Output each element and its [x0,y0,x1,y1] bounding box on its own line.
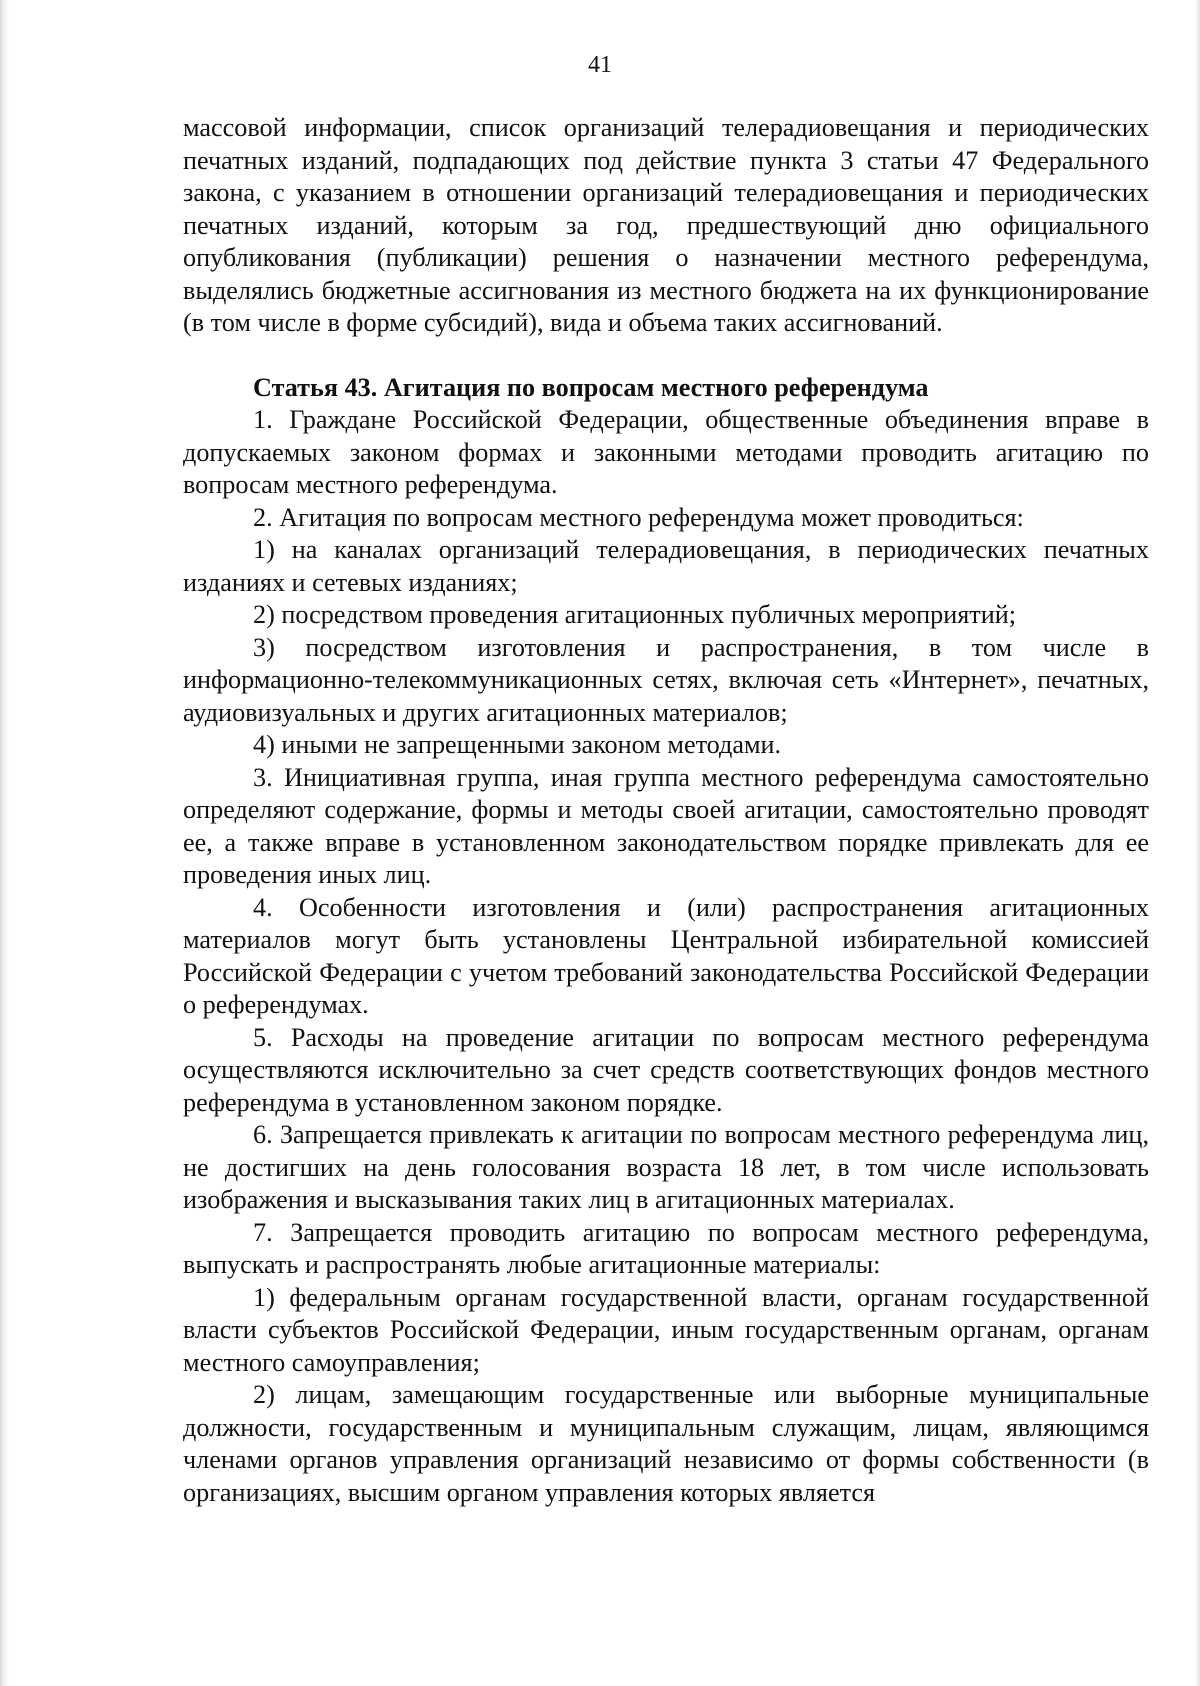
document-body [183,112,1149,1509]
paragraph-2: 2. Агитация по вопросам местного референдума может проводиться: [253,502,1024,532]
paragraph-6: 6. Запрещается привлекать к агитации по вопросам местного референдума лиц, не достигших на день голосования возраста 18 лет, в том числе использовать изображения и высказывания таких лиц в агитационных материалах. [183,1120,1149,1214]
paragraph-1: 1. Граждане Российской Федерации, общественные объединения вправе в допускаемых законом формах и законными методами проводить агитацию по вопросам местного референдума. [183,405,1149,499]
paragraph-7-item-1: 1) федеральным органам государственной власти, органам государственной власти субъектов Российской Федерации, иным государственным органам, органам местного самоуправления; [183,1282,1149,1377]
paragraph-2-item-3: 3) посредством изготовления и распространения, в том числе в информационно-телекоммуникационных сетях, включая сеть «Интернет», печатных, аудиовизуальных и других агитационных материалов; [183,632,1149,727]
scan-edge-right [1194,0,1200,1686]
continuation-paragraph: массовой информации, список организаций телерадиовещания и периодических печатных изданий, подпадающих под действие пункта 3 статьи 47 Федерального закона, с указанием в отношении организаций телерадиовещания и периодических печатных изданий, которым за год, предшествующий дню официального опубликования (публикации) решения о назначении местного референдума, выделялись бюджетные ассигнования из местного бюджета на их функционирование (в том числе в форме субсидий), вида и объема таких ассигнований. [183,113,1149,337]
paragraph-3: 3. Инициативная группа, иная группа местного референдума самостоятельно определяют содержание, формы и методы своей агитации, самостоятельно проводят ее, а также вправе в установленном законодательством порядке привлекать для ее проведения иных лиц. [183,762,1149,889]
paragraph-5: 5. Расходы на проведение агитации по вопросам местного референдума осуществляются исключительно за счет средств соответствующих фондов местного референдума в установленном законом порядке. [183,1022,1149,1117]
paragraph-2-item-1: 1) на каналах организаций телерадиовещания, в периодических печатных изданиях и сетевых изданиях; [183,535,1149,597]
page-number: 41 [588,52,612,78]
paragraph-2-item-4: 4) иными не запрещенными законом методами. [253,730,782,759]
paragraph-7: 7. Запрещается проводить агитацию по вопросам местного референдума, выпускать и распространять любые агитационные материалы: [183,1217,1149,1279]
paragraph-2-item-2: 2) посредством проведения агитационных публичных мероприятий; [253,600,1017,629]
article-title: Статья 43. Агитация по вопросам местного референдума [253,372,929,402]
scan-edge-left [0,0,10,1686]
paragraph-7-item-2: 2) лицам, замещающим государственные или выборные муниципальные должности, государственным и муниципальным служащим, лицам, являющимся членами органов управления организаций независимо от формы собственности (в организациях, высшим органом управления которых является [183,1380,1149,1507]
paragraph-4: 4. Особенности изготовления и (или) распространения агитационных материалов могут быть установлены Центральной избирательной комиссией Российской Федерации с учетом требований законодательства Российской Федерации о референдумах. [183,892,1149,1019]
